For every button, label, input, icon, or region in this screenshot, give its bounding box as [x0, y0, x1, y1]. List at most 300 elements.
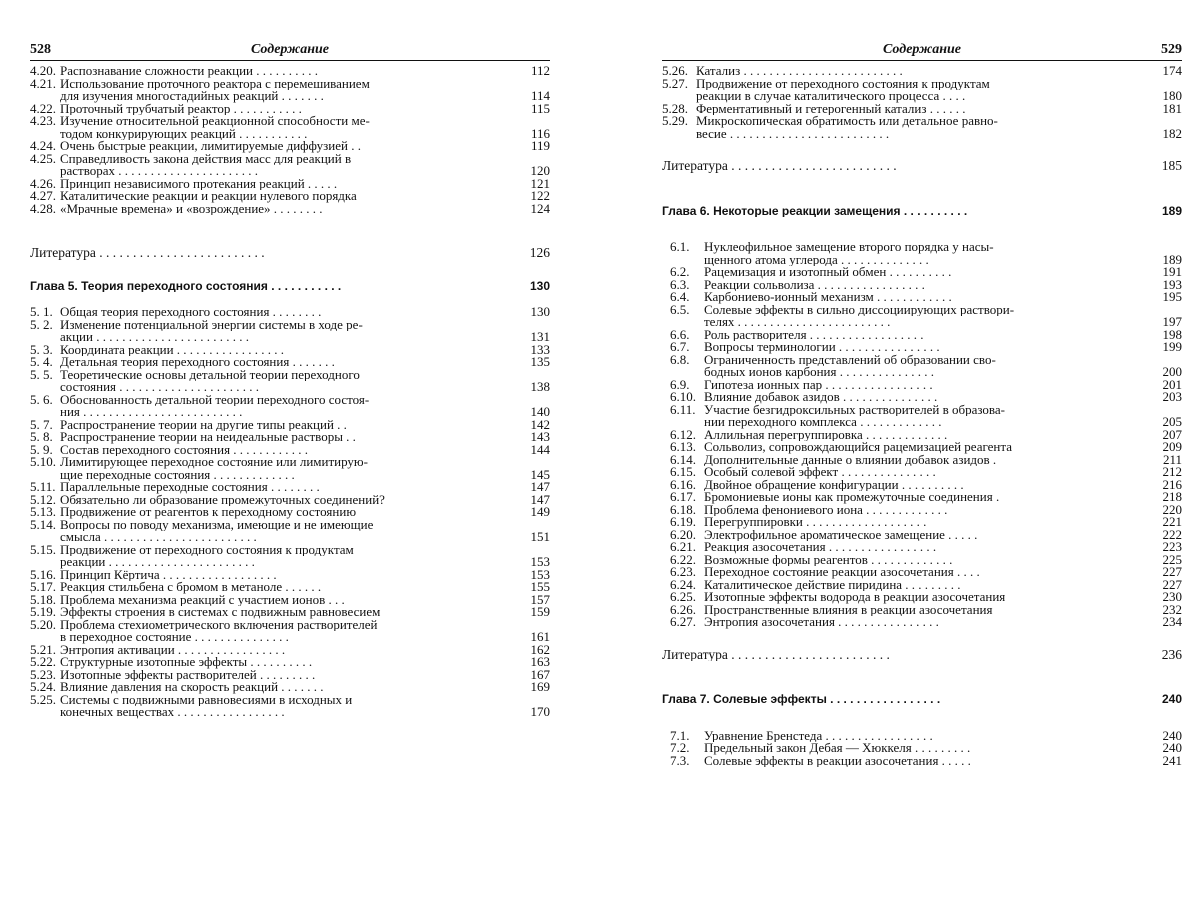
- toc-page-number: 133: [530, 343, 550, 356]
- toc-entry: [30, 190, 550, 203]
- toc-page-number: 145: [530, 468, 550, 481]
- toc-entry: [662, 90, 1182, 103]
- toc-page-number: 189: [1161, 204, 1182, 217]
- toc-entry: [30, 706, 550, 719]
- toc-entry-number: 6.27.: [670, 616, 696, 629]
- toc-entry: [662, 441, 1182, 454]
- toc-entry-number: 6.22.: [670, 553, 696, 566]
- toc-entry: [30, 444, 550, 457]
- toc-entry-title: Предельный закон Дебая — Хюккеля . . . . . . . . .: [704, 742, 971, 755]
- toc-page-number: 240: [1162, 729, 1182, 742]
- toc-entry-number: 4.25.: [30, 152, 56, 165]
- toc-entry-number: 5. 3.: [30, 343, 53, 356]
- toc-entry-number: 5. 9.: [30, 443, 53, 456]
- toc-page-number: 112: [530, 65, 550, 78]
- toc-list: [30, 65, 550, 215]
- toc-entry: [662, 254, 1182, 267]
- toc-entry: [662, 742, 1182, 755]
- toc-entry-number: 6.25.: [670, 591, 696, 604]
- toc-entry-title: Реакции сольволиза . . . . . . . . . . . . . . . . .: [704, 278, 925, 291]
- toc-entry: [662, 366, 1182, 379]
- toc-entry: [662, 579, 1182, 592]
- toc-entry-title: Распознавание сложности реакции . . . . . . . . . .: [60, 65, 319, 78]
- toc-entry: [30, 153, 550, 166]
- toc-page-number: 114: [530, 90, 550, 103]
- toc-entry-title: щенного атома углерода . . . . . . . . . . . . . .: [704, 253, 929, 266]
- toc-entry-title: Реакция азосочетания . . . . . . . . . . . . . . . . .: [704, 541, 937, 554]
- toc-entry-title: весие . . . . . . . . . . . . . . . . . . . . . . . . .: [696, 127, 890, 140]
- toc-entry-title: Участие безгидроксильных растворителей в образова-: [704, 403, 1005, 416]
- toc-entry: [30, 681, 550, 694]
- toc-entry-number: 7.2.: [670, 742, 690, 755]
- toc-entry-title: Принцип независимого протекания реакций . . . . .: [60, 177, 338, 190]
- toc-entry-title: Энтропия азосочетания . . . . . . . . . . . . . . . .: [704, 616, 939, 629]
- toc-entry-number: 5.27.: [662, 77, 688, 90]
- toc-entry-title: Обязательно ли образование промежуточных соединений?: [60, 493, 385, 506]
- toc-page-number: 193: [1162, 278, 1182, 291]
- toc-entry-title: Пространственные влияния в реакции азосочетания: [704, 603, 993, 616]
- right-page: [662, 40, 1182, 767]
- toc-entry-title: Энтропия активации . . . . . . . . . . . . . . . . .: [60, 643, 286, 656]
- toc-entry-title: Продвижение от реагентов к переходному состоянию: [60, 506, 357, 519]
- toc-page-number: 198: [1162, 328, 1182, 341]
- toc-page-number: 130: [530, 306, 550, 319]
- toc-entry: [30, 519, 550, 532]
- toc-entry-number: 4.26.: [30, 177, 56, 190]
- toc-entry: [662, 529, 1182, 542]
- toc-entry-number: 5.10.: [30, 456, 56, 469]
- toc-page-number: 195: [1162, 291, 1182, 304]
- toc-entry-number: 6.12.: [670, 428, 696, 441]
- toc-page-number: 169: [530, 681, 550, 694]
- toc-entry-title: бодных ионов карбония . . . . . . . . . . . . . . .: [704, 366, 934, 379]
- toc-entry-title: для изучения многостадийных реакций . . . . . . .: [60, 90, 324, 103]
- toc-page-number: 218: [1162, 491, 1182, 504]
- running-title: Содержание: [251, 42, 329, 57]
- toc-entry-number: 4.24.: [30, 140, 56, 153]
- toc-entry: [662, 755, 1182, 768]
- page-header: [30, 40, 550, 61]
- toc-entry-number: 6.19.: [670, 516, 696, 529]
- toc-literature: [662, 649, 1182, 662]
- toc-entry-title: Распространение теории на другие типы реакций . .: [60, 418, 347, 431]
- toc-entry-number: 5.14.: [30, 518, 56, 531]
- toc-entry-title: ния . . . . . . . . . . . . . . . . . . . . . . . . .: [60, 406, 243, 419]
- toc-entry-number: 5.12.: [30, 493, 56, 506]
- toc-page-number: 155: [530, 581, 550, 594]
- toc-entry-number: 5.18.: [30, 593, 56, 606]
- left-page: [30, 40, 550, 719]
- toc-page-number: 200: [1162, 366, 1182, 379]
- toc-entry: [662, 354, 1182, 367]
- toc-page-number: 159: [530, 606, 550, 619]
- toc-chapter: [662, 205, 1182, 218]
- toc-entry-number: 6.18.: [670, 503, 696, 516]
- toc-entry-title: Изотопные эффекты растворителей . . . . . . . . .: [60, 668, 316, 681]
- toc-entry-title: Справедливость закона действия масс для реакций в: [60, 152, 352, 165]
- toc-entry: [30, 481, 550, 494]
- toc-entry-number: 5.21.: [30, 643, 56, 656]
- toc-entry: [662, 128, 1182, 141]
- toc-page-number: 203: [1162, 391, 1182, 404]
- toc-page-number: 232: [1162, 603, 1182, 616]
- toc-entry-number: 5.26.: [662, 65, 688, 78]
- toc-entry-title: Обоснованность детальной теории переходного состоя-: [60, 393, 370, 406]
- toc-entry: [30, 406, 550, 419]
- toc-entry: [662, 304, 1182, 317]
- toc-entry: [662, 491, 1182, 504]
- toc-entry-title: Аллильная перегруппировка . . . . . . . . . . . . .: [704, 428, 948, 441]
- toc-entry-number: 5.13.: [30, 506, 56, 519]
- toc-entry: [662, 554, 1182, 567]
- toc-entry: [30, 469, 550, 482]
- toc-entry-number: 5.15.: [30, 543, 56, 556]
- toc-page-number: 240: [1162, 742, 1182, 755]
- toc-entry: [662, 541, 1182, 554]
- toc-entry: [30, 381, 550, 394]
- toc-entry: [30, 319, 550, 332]
- toc-entry-title: Эффекты строения в системах с подвижным равновесием: [60, 606, 381, 619]
- toc-entry-title: Микроскопическая обратимость или детальное равно-: [696, 115, 998, 128]
- toc-entry-number: 6.2.: [670, 266, 690, 279]
- toc-entry: [30, 456, 550, 469]
- toc-entry: [30, 344, 550, 357]
- toc-entry-number: 4.28.: [30, 202, 56, 215]
- toc-page-number: 116: [530, 127, 550, 140]
- toc-entry-number: 5.20.: [30, 618, 56, 631]
- toc-entry-number: 6.7.: [670, 341, 690, 354]
- toc-entry: [662, 266, 1182, 279]
- toc-page-number: 191: [1162, 266, 1182, 279]
- toc-entry-number: 6.13.: [670, 441, 696, 454]
- toc-entry-number: 5.25.: [30, 693, 56, 706]
- toc-entry-number: 5.23.: [30, 668, 56, 681]
- toc-page-number: 149: [530, 506, 550, 519]
- toc-page-number: 122: [530, 190, 550, 203]
- toc-entry: [30, 669, 550, 682]
- toc-entry-title: Гипотеза ионных пар . . . . . . . . . . . . . . . . .: [704, 378, 933, 391]
- toc-page-number: 147: [530, 493, 550, 506]
- toc-entry-title: Проблема фенониевого иона . . . . . . . . . . . . .: [704, 503, 948, 516]
- toc-entry: [30, 656, 550, 669]
- toc-entry-title: Перегруппировки . . . . . . . . . . . . . . . . . . .: [704, 516, 927, 529]
- toc-page-number: 163: [530, 656, 550, 669]
- toc-entry-title: Уравнение Бренстеда . . . . . . . . . . . . . . . . .: [704, 729, 933, 742]
- toc-entry-title: щие переходные состояния . . . . . . . . . . . . .: [60, 468, 295, 481]
- toc-entry-number: 6.11.: [670, 403, 696, 416]
- toc-page-number: 212: [1162, 466, 1182, 479]
- toc-entry-title: Изотопные эффекты водорода в реакции азосочетания: [704, 591, 1006, 604]
- toc-page-number: 153: [530, 556, 550, 569]
- toc-chapter-text: Глава 5. Теория переходного состояния . . . . . . . . . . .: [30, 279, 342, 292]
- toc-entry: [30, 544, 550, 557]
- toc-literature-text: Литература . . . . . . . . . . . . . . . . . . . . . . . . .: [30, 247, 265, 260]
- toc-entry-number: 6.17.: [670, 491, 696, 504]
- toc-entry: [662, 379, 1182, 392]
- toc-page-number: 153: [530, 568, 550, 581]
- toc-entry: [662, 504, 1182, 517]
- page-number: 528: [30, 42, 51, 57]
- toc-entry-title: Использование проточного реактора с перемешиванием: [60, 77, 370, 90]
- toc-entry-title: Распространение теории на неидеальные растворы . .: [60, 431, 356, 444]
- toc-page-number: 220: [1162, 503, 1182, 516]
- toc-entry-title: реакции в случае каталитического процесса . . . .: [696, 90, 966, 103]
- toc-entry: [30, 78, 550, 91]
- toc-entry-title: Проблема механизма реакций с участием ионов . . .: [60, 593, 345, 606]
- toc-entry-title: Вопросы терминологии . . . . . . . . . . . . . . . .: [704, 341, 940, 354]
- toc-entry: [662, 466, 1182, 479]
- toc-entry-number: 5.22.: [30, 656, 56, 669]
- toc-entry-title: Рацемизация и изотопный обмен . . . . . . . . . .: [704, 266, 952, 279]
- toc-page-number: 144: [530, 443, 550, 456]
- toc-page-number: 189: [1162, 253, 1182, 266]
- toc-entry: [662, 416, 1182, 429]
- toc-entry: [662, 391, 1182, 404]
- toc-page-number: 119: [530, 140, 550, 153]
- toc-entry-number: 6.16.: [670, 478, 696, 491]
- toc-entry-title: Электрофильное ароматическое замещение . . . . .: [704, 528, 978, 541]
- page-number: 529: [1161, 42, 1182, 57]
- page-header: [662, 40, 1182, 61]
- toc-entry-number: 5.17.: [30, 581, 56, 594]
- toc-literature: [30, 247, 550, 260]
- toc-page-number: 162: [530, 643, 550, 656]
- toc-entry-title: Солевые эффекты в реакции азосочетания . . . . .: [704, 754, 971, 767]
- toc-page-number: 241: [1162, 754, 1182, 767]
- toc-entry-number: 6.23.: [670, 566, 696, 579]
- toc-page-number: 205: [1162, 416, 1182, 429]
- toc-entry: [30, 369, 550, 382]
- toc-entry: [30, 694, 550, 707]
- toc-entry-title: Общая теория переходного состояния . . . . . . . .: [60, 306, 322, 319]
- toc-entry-number: 6.20.: [670, 528, 696, 541]
- toc-page-number: 197: [1162, 316, 1182, 329]
- toc-entry-number: 4.21.: [30, 77, 56, 90]
- toc-entry-number: 6.8.: [670, 353, 690, 366]
- toc-entry-title: Детальная теория переходного состояния . . . . . . .: [60, 356, 335, 369]
- toc-entry: [662, 103, 1182, 116]
- toc-entry-title: Ограниченность представлений об образовании сво-: [704, 353, 996, 366]
- toc-entry: [30, 203, 550, 216]
- toc-page-number: 121: [530, 177, 550, 190]
- toc-entry-title: Принцип Кёртича . . . . . . . . . . . . . . . . . .: [60, 568, 277, 581]
- toc-entry-title: Каталитические реакции и реакции нулевого порядка: [60, 190, 357, 203]
- toc-page-number: 180: [1162, 90, 1182, 103]
- toc-entry-title: Катализ . . . . . . . . . . . . . . . . . . . . . . . . .: [696, 65, 903, 78]
- toc-entry: [30, 419, 550, 432]
- toc-page-number: 201: [1162, 378, 1182, 391]
- toc-page-number: 199: [1162, 341, 1182, 354]
- running-title: Содержание: [883, 42, 961, 57]
- toc-entry-title: Двойное обращение конфигурации . . . . . . . . . .: [704, 478, 964, 491]
- toc-page-number: 227: [1162, 566, 1182, 579]
- toc-entry: [30, 581, 550, 594]
- toc-entry-title: конечных веществах . . . . . . . . . . . . . . . . .: [60, 706, 285, 719]
- toc-entry: [30, 494, 550, 507]
- toc-entry: [662, 479, 1182, 492]
- toc-entry-title: Очень быстрые реакции, лимитируемые диффузией . .: [60, 140, 361, 153]
- toc-entry: [30, 178, 550, 191]
- toc-entry-title: Ферментативный и гетерогенный катализ . . . . . .: [696, 102, 966, 115]
- toc-entry: [662, 279, 1182, 292]
- toc-page-number: 140: [530, 406, 550, 419]
- toc-page-number: 138: [530, 381, 550, 394]
- toc-entry-number: 6.9.: [670, 378, 690, 391]
- toc-entry: [662, 65, 1182, 78]
- toc-entry-title: реакции . . . . . . . . . . . . . . . . . . . . . . .: [60, 556, 255, 569]
- toc-entry: [30, 644, 550, 657]
- toc-entry-number: 6.3.: [670, 278, 690, 291]
- toc-page-number: 182: [1162, 127, 1182, 140]
- toc-page-number: 240: [1161, 693, 1182, 706]
- toc-entry-title: Структурные изотопные эффекты . . . . . . . . . .: [60, 656, 313, 669]
- toc-entry-title: акции . . . . . . . . . . . . . . . . . . . . . . . .: [60, 331, 249, 344]
- toc-page-number: 223: [1162, 541, 1182, 554]
- toc-page-number: 185: [1161, 160, 1182, 173]
- toc-entry: [30, 606, 550, 619]
- toc-entry: [662, 404, 1182, 417]
- toc-entry: [30, 103, 550, 116]
- toc-page-number: 157: [530, 593, 550, 606]
- toc-entry-title: Роль растворителя . . . . . . . . . . . . . . . . . .: [704, 328, 924, 341]
- toc-entry-number: 6.4.: [670, 291, 690, 304]
- toc-entry-number: 7.3.: [670, 754, 690, 767]
- toc-entry-number: 5. 6.: [30, 393, 53, 406]
- toc-entry: [662, 341, 1182, 354]
- toc-page-number: 124: [530, 202, 550, 215]
- toc-entry-number: 5.16.: [30, 568, 56, 581]
- toc-entry-title: Состав переходного состояния . . . . . . . . . . . .: [60, 443, 309, 456]
- toc-entry: [662, 429, 1182, 442]
- toc-entry-number: 5. 7.: [30, 418, 53, 431]
- toc-list: [662, 730, 1182, 768]
- toc-entry-title: Карбониево-ионный механизм . . . . . . . . . . . .: [704, 291, 952, 304]
- toc-page-number: 216: [1162, 478, 1182, 491]
- toc-page-number: 230: [1162, 591, 1182, 604]
- toc-entry: [30, 140, 550, 153]
- toc-entry-title: «Мрачные времена» и «возрождение» . . . . . . . .: [60, 202, 323, 215]
- toc-entry-number: 6.26.: [670, 603, 696, 616]
- toc-entry-title: Каталитическое действие пиридина . . . . . . . . .: [704, 578, 961, 591]
- toc-entry-number: 5.28.: [662, 102, 688, 115]
- toc-page-number: 225: [1162, 553, 1182, 566]
- toc-entry-number: 4.22.: [30, 102, 56, 115]
- toc-entry: [662, 316, 1182, 329]
- toc-literature: [662, 160, 1182, 173]
- toc-entry-title: Проблема стехиометрического включения растворителей: [60, 618, 378, 631]
- toc-page-number: 170: [530, 706, 550, 719]
- toc-entry-number: 5. 4.: [30, 356, 53, 369]
- toc-entry-number: 5. 5.: [30, 368, 53, 381]
- toc-entry-number: 6.1.: [670, 241, 690, 254]
- toc-entry-title: тодом конкурирующих реакций . . . . . . . . . . .: [60, 127, 308, 140]
- toc-entry-number: 5. 2.: [30, 318, 53, 331]
- toc-page-number: 143: [530, 431, 550, 444]
- toc-entry: [30, 631, 550, 644]
- toc-list: [662, 65, 1182, 140]
- toc-entry-number: 5.19.: [30, 606, 56, 619]
- toc-entry-title: Солевые эффекты в сильно диссоциирующих раствори-: [704, 303, 1015, 316]
- toc-entry: [662, 291, 1182, 304]
- toc-entry: [30, 394, 550, 407]
- toc-chapter-text: Глава 6. Некоторые реакции замещения . . . . . . . . . .: [662, 204, 968, 217]
- toc-page-number: 221: [1162, 516, 1182, 529]
- toc-entry-title: телях . . . . . . . . . . . . . . . . . . . . . . . .: [704, 316, 891, 329]
- toc-page-number: 174: [1162, 65, 1182, 78]
- toc-entry-title: Продвижение от переходного состояния к продуктам: [60, 543, 354, 556]
- toc-entry-title: Теоретические основы детальной теории переходного: [60, 368, 360, 381]
- toc-entry: [30, 115, 550, 128]
- toc-entry: [30, 90, 550, 103]
- toc-entry: [30, 594, 550, 607]
- toc-page-number: 207: [1162, 428, 1182, 441]
- toc-chapter-text: Глава 7. Солевые эффекты . . . . . . . . . . . . . . . . .: [662, 693, 941, 706]
- toc-list: [662, 241, 1182, 629]
- toc-page-number: 211: [1162, 453, 1182, 466]
- toc-entry-title: Переходное состояние реакции азосочетания . . . .: [704, 566, 980, 579]
- toc-page-number: 131: [530, 331, 550, 344]
- toc-entry: [30, 531, 550, 544]
- toc-entry-title: в переходное состояние . . . . . . . . . . . . . . .: [60, 631, 289, 644]
- toc-entry-title: Продвижение от переходного состояния к продуктам: [696, 77, 990, 90]
- toc-page-number: 167: [530, 668, 550, 681]
- toc-entry: [662, 329, 1182, 342]
- toc-entry-title: Дополнительные данные о влиянии добавок азидов .: [704, 453, 997, 466]
- toc-entry: [662, 591, 1182, 604]
- toc-entry-number: 6.5.: [670, 303, 690, 316]
- toc-entry: [662, 566, 1182, 579]
- toc-page-number: 236: [1161, 648, 1182, 661]
- toc-entry: [662, 516, 1182, 529]
- toc-entry-title: Реакция стильбена с бромом в метаноле . . . . . .: [60, 581, 322, 594]
- toc-entry-title: растворах . . . . . . . . . . . . . . . . . . . . . .: [60, 165, 259, 178]
- toc-entry: [662, 454, 1182, 467]
- toc-entry: [662, 616, 1182, 629]
- toc-page-number: 222: [1162, 528, 1182, 541]
- toc-page-number: 151: [530, 531, 550, 544]
- toc-entry-number: 5.29.: [662, 115, 688, 128]
- toc-literature-text: Литература . . . . . . . . . . . . . . . . . . . . . . . .: [662, 648, 890, 661]
- toc-chapter: [30, 280, 550, 293]
- toc-page-number: 142: [530, 418, 550, 431]
- toc-entry-title: Лимитирующее переходное состояние или лимитирую-: [60, 456, 368, 469]
- toc-page-number: 234: [1162, 616, 1182, 629]
- toc-entry-number: 4.20.: [30, 65, 56, 78]
- toc-entry: [662, 730, 1182, 743]
- toc-entry-number: 5.11.: [30, 481, 56, 494]
- toc-page-number: 147: [530, 481, 550, 494]
- toc-entry-number: 6.15.: [670, 466, 696, 479]
- toc-page-number: 181: [1162, 102, 1182, 115]
- toc-entry-number: 6.10.: [670, 391, 696, 404]
- toc-entry: [662, 78, 1182, 91]
- toc-entry: [30, 65, 550, 78]
- toc-entry-number: 6.21.: [670, 541, 696, 554]
- toc-list: [30, 306, 550, 719]
- toc-entry: [30, 331, 550, 344]
- toc-entry: [662, 241, 1182, 254]
- toc-entry-number: 4.23.: [30, 115, 56, 128]
- toc-page-number: 130: [529, 279, 550, 292]
- toc-entry: [30, 128, 550, 141]
- toc-entry: [30, 431, 550, 444]
- toc-entry-number: 5. 8.: [30, 431, 53, 444]
- toc-page-number: 115: [530, 102, 550, 115]
- toc-entry: [30, 306, 550, 319]
- toc-entry: [30, 619, 550, 632]
- toc-entry: [30, 165, 550, 178]
- toc-entry-title: Системы с подвижными равновесиями в исходных и: [60, 693, 353, 706]
